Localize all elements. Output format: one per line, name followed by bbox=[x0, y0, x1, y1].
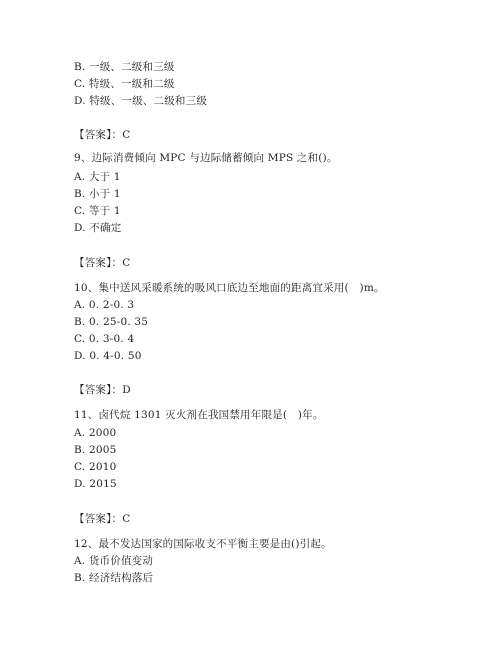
q9-option-b: B. 小于 1 bbox=[74, 188, 121, 200]
q11-option-b: B. 2005 bbox=[74, 444, 117, 456]
q11-option-d: D. 2015 bbox=[74, 478, 117, 490]
q11-stem: 11、卤代烷 1301 灭火剂在我国禁用年限是( )年。 bbox=[74, 409, 324, 421]
q11-option-a: A. 2000 bbox=[74, 427, 117, 439]
q8-option-d: D. 特级、一级、二级和三级 bbox=[74, 95, 208, 107]
q10-option-b: B. 0. 25-0. 35 bbox=[74, 316, 149, 328]
q10-option-d: D. 0. 4-0. 50 bbox=[74, 350, 142, 362]
q12-stem: 12、最不发达国家的国际收支不平衡主要是由()引起。 bbox=[74, 538, 332, 550]
q9-option-d: D. 不确定 bbox=[74, 222, 122, 234]
q12-option-b: B. 经济结构落后 bbox=[74, 572, 154, 584]
q8-answer: 【答案】：C bbox=[74, 129, 131, 141]
q9-option-c: C. 等于 1 bbox=[74, 205, 121, 217]
q11-answer: 【答案】：C bbox=[74, 513, 131, 525]
q10-answer: 【答案】：D bbox=[74, 384, 131, 396]
q10-stem: 10、集中送风采暖系统的吸风口底边至地面的距离宜采用( )m。 bbox=[74, 282, 385, 294]
q11-option-c: C. 2010 bbox=[74, 461, 117, 473]
q8-option-c: C. 特级、一级和二级 bbox=[74, 78, 175, 90]
q10-option-c: C. 0. 3-0. 4 bbox=[74, 333, 135, 345]
q12-option-a: A. 货币价值变动 bbox=[74, 555, 154, 567]
q8-option-b: B. 一级、二级和三级 bbox=[74, 61, 175, 73]
q9-stem: 9、边际消费倾向 MPC 与边际储蓄倾向 MPS 之和()。 bbox=[74, 152, 338, 164]
q9-option-a: A. 大于 1 bbox=[74, 171, 121, 183]
q10-option-a: A. 0. 2-0. 3 bbox=[74, 299, 135, 311]
q9-answer: 【答案】：C bbox=[74, 257, 131, 269]
